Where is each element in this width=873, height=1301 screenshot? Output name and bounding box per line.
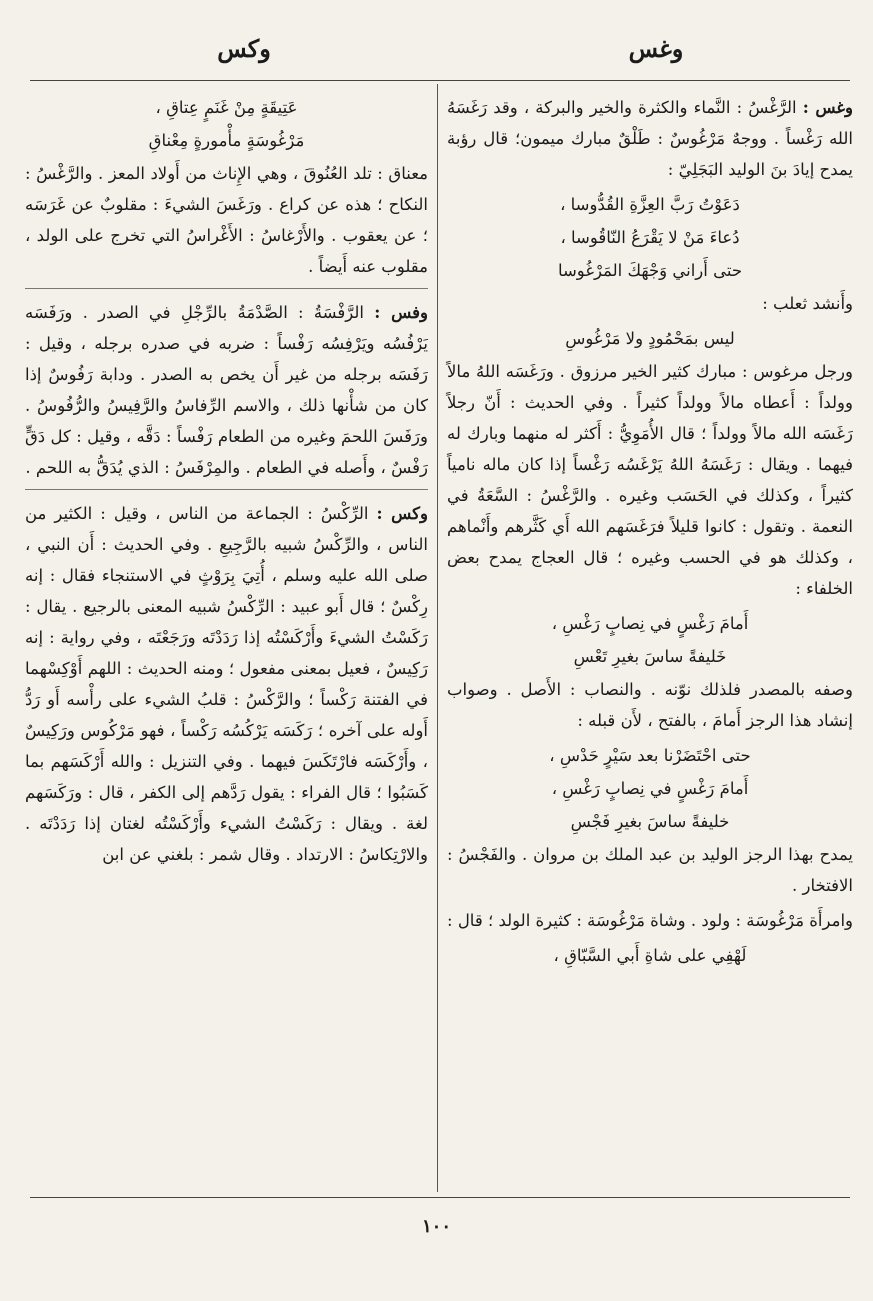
page-number: ١٠٠ [421,1216,451,1237]
entry-raghs [447,92,853,185]
paragraph: معناق : تلد العُنُوقَ ، وهي الإِناث من أَولاد المعز . والرَّغْسُ : النكاح ؛ هذه عن كراع . ورَغَسَ الشيءَ : مقلوبٌ عن غَرَسَه ؛ عن يعقوب . والأَرْغاسُ : الأَغْراسُ التي تخرج على الولد ، مقلوب عنه أَيضاً . [25,164,428,276]
column-divider [437,84,438,1192]
verse-line: حتى أَراني وَجْهَكَ المَرْغُوسا [557,261,743,280]
verse-line: لَهْفِي على شاةِ أَبي السَّبّاقِ ، [553,946,747,965]
bottom-rule [30,1197,850,1198]
paragraph: وأَنشد ثعلب : [762,294,853,313]
entry-text: الرَّفْسَةُ : الصَّدْمَةُ بالرِّجْلِ في الصدر . ورَفَسَه يَرْفُسُه ويَرْفِسُه رَفْساً : ضربه في صدره برجله ، وقيل : رَفَسَه برجله من غير أَن يخص به الصدر . ودابة رَفُوسٌ إذا كان من شأْنها ذلك ، والاسم الرِّفاسُ والرَّفِيسُ والرُّفُوسُ . ورَفَسَ اللحمَ وغيره من الطعام رَفْساً : دَقَّه ، وقيل : كل دَقٍّ رَفْسٌ ، وأَصله في الطعام . والمِرْفَسُ : الذي يُدَقُّ به اللحم . [25,303,428,477]
running-head-left: وكس [217,34,271,63]
verse-line: خَليفةً ساسَ بغيرِ تَعْسِ [573,647,727,666]
top-rule [30,80,850,81]
paragraph: وصفه بالمصدر فلذلك نوّنه . والنصاب : الأَصل . وصواب إنشاد هذا الرجز أَمامَ ، بالفتح ، لأَن قبله : [447,680,853,730]
entry-separator [25,489,428,490]
verse-line: دُعاءَ مَنْ لا يَقْرَعُ النّاقُوسا ، [560,228,740,247]
right-column [447,92,853,973]
verse-line: أَمامَ رَغْسٍ في نِصابٍ رَغْسِ ، [551,614,749,633]
entry-text: الرَّغْسُ : النَّماء والكثرة والخير والبركة ، وقد رَغَسَهُ الله رَغْساً . ووجهٌ مَرْغُوسٌ : طَلْقٌ مبارك ميمون؛ قال رؤبة يمدح إيادَ بنَ الوليد البَجَلِيّ : [447,98,853,179]
entry-headword: وفس : [374,303,428,322]
entry-raks [25,498,428,870]
entry-headword: وغس : [802,98,854,117]
left-column [25,92,428,874]
verse-line: ليس بمَحْمُودٍ ولا مَرْغُوسِ [565,329,735,348]
verse-line: دَعَوْتُ رَبَّ العِزَّةِ القُدُّوسا ، [560,195,740,214]
entry-separator [25,288,428,289]
paragraph: وامرأَة مَرْغُوسَة : ولود . وشاة مَرْغُوسَة : كثيرة الولد ؛ قال : [447,911,853,930]
verse-line: أَمامَ رَغْسٍ في نِصابٍ رَغْسِ ، [551,779,749,798]
entry-text: الرِّكْسُ : الجماعة من الناس ، وقيل : الكثير من الناس ، والرِّكْسُ شبيه بالرَّجِيعِ . وفي الحديث : أَن النبي ، صلى الله عليه وسلم ، أُتِيَ بِرَوْثٍ في الاستنجاء فقال : إنه رِكْسٌ ؛ قال أَبو عبيد : الرِّكْسُ شبيه المعنى بالرجيع . يقال : رَكَسْتُ الشيءَ وأَرْكَسْتُه إذا رَدَدْتَه ورَجَعْتَه ، وفي رواية : إنه رَكِيسٌ ، فعيل بمعنى مفعول ؛ ومنه الحديث : اللهم أَوْكِسْهما في الفتنة رَكْساً ؛ والرَّكْسُ : قلبُ الشيء على رأْسه أَو رَدُّ أَوله على آخره ؛ رَكَسَه يَرْكُسُه رَكْساً ، فهو مَرْكُوس ورَكِيسٌ ، وأَرْكَسَه فارْتَكَسَ فيهما . وفي التنزيل : والله أَرْكَسَهم بما كَسَبُوا ؛ قال الفراء : يقول رَدَّهم إلى الكفر ، قال : ورَكَسَهم لغة . ويقال : رَكَسْتُ الشيء وأَرْكَسْتُه لغتان إذا رَدَدْتَه . والارْتِكاسُ : الارتداد . وقال شمر : بلغني عن ابن [25,504,428,864]
verse-line: عَتِيقَةٍ مِنْ غَنَمٍ عِتاقِ ، [155,98,298,117]
verse-line: خليفةً ساسَ بغيرِ فَجْسِ [570,812,730,831]
paragraph: ورجل مرغوس : مبارك كثير الخير مرزوق . ورَغَسَه اللهُ مالاً وولداً : أَعطاه مالاً وولداً كثيراً . وفي الحديث : أَنّ رجلاً رَغَسَه الله مالاً وولداً ؛ قال الأُمَوِيُّ : أَكثر له منهما وبارك له فيهما . ويقال : رَغَسَهُ اللهُ يَرْغَسُه رَغْساً إذا كان ماله نامياً كثيراً ، وكذلك في الحَسَب وغيره . والرَّغْسُ : السَّعَةُ في النعمة . وتقول : كانوا قليلاً فرَغَسَهم الله أَي كَثَّرهم وأَنْماهم ، وكذلك هو في الحسب وغيره ؛ قال العجاج يمدح بعض الخلفاء : [447,362,853,598]
verse-line: مَرْغُوسَةٍ مأْمورةٍ مِعْناقِ [148,131,305,150]
entry-rafs [25,297,428,483]
running-head-right: وغس [628,34,684,63]
entry-headword: وكس : [376,504,428,523]
paragraph: يمدح بهذا الرجز الوليد بن عبد الملك بن مروان . والفَجْسُ : الافتخار . [447,845,853,895]
verse-line: حتى احْتَضَرْنا بعد سَيْرٍ حَدْسِ ، [549,746,751,765]
